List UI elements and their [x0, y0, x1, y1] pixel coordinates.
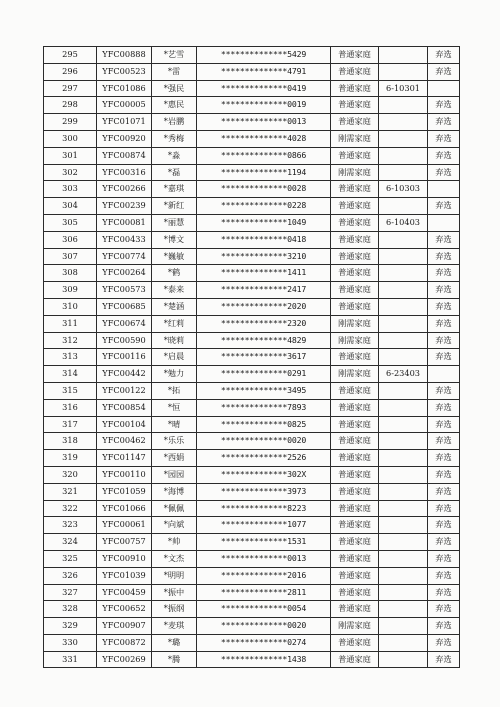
selected-unit-cell: [379, 282, 428, 299]
applicant-name-cell: *麦琪: [152, 618, 197, 635]
applicant-name-cell: *腾: [152, 651, 197, 668]
remark-cell: 弃选: [428, 601, 460, 618]
applicant-name-cell: *惠民: [152, 97, 197, 114]
table-row: [44, 416, 460, 433]
row-number-cell: 295: [44, 47, 97, 64]
applicant-code-cell: YFC00462: [97, 433, 152, 450]
family-type-cell: 刚需家庭: [331, 618, 379, 635]
table-row: [44, 517, 460, 534]
applicant-name-cell: *勉力: [152, 366, 197, 383]
selected-unit-cell: [379, 231, 428, 248]
masked-id-number-cell: **************5429: [197, 47, 331, 64]
selected-unit-cell: [379, 433, 428, 450]
remark-cell: 弃选: [428, 97, 460, 114]
row-number-cell: 307: [44, 248, 97, 265]
applicant-code-cell: YFC00674: [97, 315, 152, 332]
remark-cell: [428, 80, 460, 97]
applicant-name-cell: *强民: [152, 80, 197, 97]
family-type-cell: 普通家庭: [331, 147, 379, 164]
selected-unit-cell: [379, 618, 428, 635]
applicant-name-cell: *楚涵: [152, 298, 197, 315]
row-number-cell: 325: [44, 550, 97, 567]
table-row: [44, 349, 460, 366]
applicant-name-cell: *海博: [152, 483, 197, 500]
applicant-name-cell: *明明: [152, 567, 197, 584]
applicant-name-cell: *恒: [152, 399, 197, 416]
applicant-name-cell: *红莉: [152, 315, 197, 332]
family-type-cell: 普通家庭: [331, 416, 379, 433]
row-number-cell: 323: [44, 517, 97, 534]
applicant-name-cell: *晴: [152, 416, 197, 433]
masked-id-number-cell: **************4028: [197, 130, 331, 147]
family-type-cell: 普通家庭: [331, 63, 379, 80]
table-row: [44, 231, 460, 248]
masked-id-number-cell: **************0866: [197, 147, 331, 164]
row-number-cell: 328: [44, 601, 97, 618]
remark-cell: 弃选: [428, 651, 460, 668]
applicant-code-cell: YFC00081: [97, 214, 152, 231]
row-number-cell: 305: [44, 214, 97, 231]
selected-unit-cell: [379, 315, 428, 332]
applicant-code-cell: YFC00459: [97, 584, 152, 601]
masked-id-number-cell: **************0013: [197, 114, 331, 131]
applicant-code-cell: YFC00269: [97, 651, 152, 668]
applicant-code-cell: YFC00874: [97, 147, 152, 164]
masked-id-number-cell: **************2811: [197, 584, 331, 601]
selected-unit-cell: [379, 332, 428, 349]
remark-cell: 弃选: [428, 265, 460, 282]
row-number-cell: 302: [44, 164, 97, 181]
masked-id-number-cell: **************302X: [197, 466, 331, 483]
applicant-code-cell: YFC01147: [97, 450, 152, 467]
family-type-cell: 普通家庭: [331, 450, 379, 467]
remark-cell: 弃选: [428, 63, 460, 80]
remark-cell: 弃选: [428, 282, 460, 299]
applicant-code-cell: YFC00872: [97, 634, 152, 651]
row-number-cell: 318: [44, 433, 97, 450]
applicant-name-cell: *佩佩: [152, 500, 197, 517]
table-row: [44, 164, 460, 181]
remark-cell: 弃选: [428, 147, 460, 164]
applicant-name-cell: *新红: [152, 198, 197, 215]
selected-unit-cell: [379, 248, 428, 265]
applicant-code-cell: YFC01039: [97, 567, 152, 584]
applicant-code-cell: YFC00442: [97, 366, 152, 383]
applicant-name-cell: *振纲: [152, 601, 197, 618]
applicant-name-cell: *拓: [152, 382, 197, 399]
family-type-cell: 普通家庭: [331, 382, 379, 399]
remark-cell: [428, 366, 460, 383]
table-row: [44, 332, 460, 349]
masked-id-number-cell: **************3617: [197, 349, 331, 366]
row-number-cell: 331: [44, 651, 97, 668]
applicant-code-cell: YFC00907: [97, 618, 152, 635]
row-number-cell: 319: [44, 450, 97, 467]
masked-id-number-cell: **************1438: [197, 651, 331, 668]
selected-unit-cell: [379, 114, 428, 131]
masked-id-number-cell: **************8223: [197, 500, 331, 517]
masked-id-number-cell: **************0228: [197, 198, 331, 215]
selected-unit-cell: [379, 164, 428, 181]
applicant-code-cell: YFC00888: [97, 47, 152, 64]
family-type-cell: 普通家庭: [331, 298, 379, 315]
table-body: [44, 47, 460, 668]
row-number-cell: 308: [44, 265, 97, 282]
masked-id-number-cell: **************0020: [197, 433, 331, 450]
selected-unit-cell: [379, 63, 428, 80]
applicant-name-cell: *雷: [152, 63, 197, 80]
masked-id-number-cell: **************0418: [197, 231, 331, 248]
row-number-cell: 313: [44, 349, 97, 366]
applicant-name-cell: *泰来: [152, 282, 197, 299]
remark-cell: 弃选: [428, 332, 460, 349]
applicant-code-cell: YFC00573: [97, 282, 152, 299]
family-type-cell: 普通家庭: [331, 97, 379, 114]
table-row: [44, 534, 460, 551]
masked-id-number-cell: **************2020: [197, 298, 331, 315]
applicant-code-cell: YFC01059: [97, 483, 152, 500]
remark-cell: 弃选: [428, 315, 460, 332]
table-row: [44, 315, 460, 332]
row-number-cell: 312: [44, 332, 97, 349]
row-number-cell: 321: [44, 483, 97, 500]
applicant-code-cell: YFC00757: [97, 534, 152, 551]
family-type-cell: 刚需家庭: [331, 332, 379, 349]
selected-unit-cell: [379, 517, 428, 534]
table-row: [44, 433, 460, 450]
selected-unit-cell: [379, 47, 428, 64]
masked-id-number-cell: **************0274: [197, 634, 331, 651]
row-number-cell: 316: [44, 399, 97, 416]
applicant-code-cell: YFC01086: [97, 80, 152, 97]
masked-id-number-cell: **************1531: [197, 534, 331, 551]
masked-id-number-cell: **************3973: [197, 483, 331, 500]
table-row: [44, 47, 460, 64]
remark-cell: 弃选: [428, 466, 460, 483]
masked-id-number-cell: **************1194: [197, 164, 331, 181]
row-number-cell: 298: [44, 97, 97, 114]
row-number-cell: 324: [44, 534, 97, 551]
applicant-name-cell: *启晨: [152, 349, 197, 366]
row-number-cell: 330: [44, 634, 97, 651]
table-row: [44, 651, 460, 668]
masked-id-number-cell: **************0054: [197, 601, 331, 618]
remark-cell: [428, 181, 460, 198]
applicant-code-cell: YFC00774: [97, 248, 152, 265]
selected-unit-cell: 6-10303: [379, 181, 428, 198]
row-number-cell: 309: [44, 282, 97, 299]
table-row: [44, 298, 460, 315]
masked-id-number-cell: **************7893: [197, 399, 331, 416]
remark-cell: 弃选: [428, 500, 460, 517]
row-number-cell: 329: [44, 618, 97, 635]
applicant-code-cell: YFC00685: [97, 298, 152, 315]
row-number-cell: 300: [44, 130, 97, 147]
remark-cell: 弃选: [428, 534, 460, 551]
applicant-name-cell: *淼: [152, 147, 197, 164]
family-type-cell: 普通家庭: [331, 181, 379, 198]
table-row: [44, 366, 460, 383]
family-type-cell: 普通家庭: [331, 114, 379, 131]
applicant-code-cell: YFC00116: [97, 349, 152, 366]
selected-unit-cell: 6-10403: [379, 214, 428, 231]
selected-unit-cell: [379, 97, 428, 114]
row-number-cell: 326: [44, 567, 97, 584]
family-type-cell: 普通家庭: [331, 198, 379, 215]
masked-id-number-cell: **************0825: [197, 416, 331, 433]
selected-unit-cell: [379, 399, 428, 416]
masked-id-number-cell: **************4829: [197, 332, 331, 349]
applicant-name-cell: *丽慧: [152, 214, 197, 231]
applicant-code-cell: YFC00104: [97, 416, 152, 433]
applicant-name-cell: *璐: [152, 634, 197, 651]
selected-unit-cell: [379, 483, 428, 500]
family-type-cell: 普通家庭: [331, 500, 379, 517]
selected-unit-cell: [379, 601, 428, 618]
masked-id-number-cell: **************1411: [197, 265, 331, 282]
applicant-name-cell: *晓莉: [152, 332, 197, 349]
selected-unit-cell: [379, 382, 428, 399]
family-type-cell: 普通家庭: [331, 550, 379, 567]
masked-id-number-cell: **************1077: [197, 517, 331, 534]
applicant-name-cell: *西娟: [152, 450, 197, 467]
applicant-code-cell: YFC00005: [97, 97, 152, 114]
applicant-code-cell: YFC00239: [97, 198, 152, 215]
family-type-cell: 刚需家庭: [331, 130, 379, 147]
row-number-cell: 296: [44, 63, 97, 80]
table-row: [44, 97, 460, 114]
applicant-name-cell: *岩鹏: [152, 114, 197, 131]
applicant-name-cell: *园园: [152, 466, 197, 483]
applicant-code-cell: YFC00920: [97, 130, 152, 147]
applicant-code-cell: YFC00266: [97, 181, 152, 198]
masked-id-number-cell: **************2016: [197, 567, 331, 584]
family-type-cell: 普通家庭: [331, 534, 379, 551]
applicant-name-cell: *乐乐: [152, 433, 197, 450]
remark-cell: 弃选: [428, 584, 460, 601]
row-number-cell: 327: [44, 584, 97, 601]
masked-id-number-cell: **************0020: [197, 618, 331, 635]
remark-cell: 弃选: [428, 399, 460, 416]
selected-unit-cell: [379, 500, 428, 517]
family-type-cell: 普通家庭: [331, 265, 379, 282]
selected-unit-cell: [379, 147, 428, 164]
applicant-name-cell: *嘉琪: [152, 181, 197, 198]
selected-unit-cell: [379, 634, 428, 651]
row-number-cell: 306: [44, 231, 97, 248]
family-type-cell: 普通家庭: [331, 651, 379, 668]
table-row: [44, 601, 460, 618]
applicant-code-cell: YFC00652: [97, 601, 152, 618]
table-row: [44, 63, 460, 80]
table-row: [44, 147, 460, 164]
masked-id-number-cell: **************0013: [197, 550, 331, 567]
table-row: [44, 500, 460, 517]
selected-unit-cell: [379, 198, 428, 215]
applicant-code-cell: YFC01066: [97, 500, 152, 517]
masked-id-number-cell: **************0419: [197, 80, 331, 97]
applicant-code-cell: YFC00264: [97, 265, 152, 282]
masked-id-number-cell: **************0028: [197, 181, 331, 198]
remark-cell: 弃选: [428, 416, 460, 433]
applicant-code-cell: YFC00316: [97, 164, 152, 181]
applicant-code-cell: YFC00854: [97, 399, 152, 416]
family-type-cell: 普通家庭: [331, 634, 379, 651]
family-type-cell: 普通家庭: [331, 349, 379, 366]
masked-id-number-cell: **************2526: [197, 450, 331, 467]
table-row: [44, 584, 460, 601]
family-type-cell: 普通家庭: [331, 248, 379, 265]
row-number-cell: 322: [44, 500, 97, 517]
table-row: [44, 634, 460, 651]
row-number-cell: 315: [44, 382, 97, 399]
family-type-cell: 普通家庭: [331, 47, 379, 64]
family-type-cell: 普通家庭: [331, 601, 379, 618]
row-number-cell: 303: [44, 181, 97, 198]
selected-unit-cell: [379, 265, 428, 282]
row-number-cell: 297: [44, 80, 97, 97]
applicant-code-cell: YFC00523: [97, 63, 152, 80]
selected-unit-cell: 6-10301: [379, 80, 428, 97]
table-row: [44, 382, 460, 399]
masked-id-number-cell: **************3210: [197, 248, 331, 265]
applicant-code-cell: YFC00433: [97, 231, 152, 248]
masked-id-number-cell: **************3495: [197, 382, 331, 399]
selected-unit-cell: [379, 349, 428, 366]
table-row: [44, 181, 460, 198]
selected-unit-cell: [379, 584, 428, 601]
applicant-name-cell: *鹤: [152, 265, 197, 282]
remark-cell: 弃选: [428, 450, 460, 467]
applicant-name-cell: *秀梅: [152, 130, 197, 147]
table-row: [44, 265, 460, 282]
selected-unit-cell: 6-23403: [379, 366, 428, 383]
masked-id-number-cell: **************0291: [197, 366, 331, 383]
family-type-cell: 普通家庭: [331, 399, 379, 416]
masked-id-number-cell: **************4791: [197, 63, 331, 80]
selected-unit-cell: [379, 130, 428, 147]
applicant-name-cell: *文杰: [152, 550, 197, 567]
row-number-cell: 311: [44, 315, 97, 332]
row-number-cell: 310: [44, 298, 97, 315]
remark-cell: 弃选: [428, 483, 460, 500]
remark-cell: [428, 214, 460, 231]
applicant-code-cell: YFC00122: [97, 382, 152, 399]
masked-id-number-cell: **************2417: [197, 282, 331, 299]
applicant-name-cell: *向斌: [152, 517, 197, 534]
family-type-cell: 刚需家庭: [331, 366, 379, 383]
remark-cell: 弃选: [428, 114, 460, 131]
remark-cell: 弃选: [428, 47, 460, 64]
allocation-table: [43, 46, 460, 668]
row-number-cell: 314: [44, 366, 97, 383]
table-row: [44, 483, 460, 500]
family-type-cell: 普通家庭: [331, 584, 379, 601]
table-row: [44, 214, 460, 231]
remark-cell: 弃选: [428, 130, 460, 147]
table-row: [44, 80, 460, 97]
row-number-cell: 317: [44, 416, 97, 433]
table-row: [44, 248, 460, 265]
remark-cell: 弃选: [428, 349, 460, 366]
selected-unit-cell: [379, 466, 428, 483]
remark-cell: 弃选: [428, 382, 460, 399]
applicant-name-cell: *博文: [152, 231, 197, 248]
selected-unit-cell: [379, 550, 428, 567]
applicant-code-cell: YFC00061: [97, 517, 152, 534]
remark-cell: 弃选: [428, 231, 460, 248]
row-number-cell: 301: [44, 147, 97, 164]
masked-id-number-cell: **************0019: [197, 97, 331, 114]
family-type-cell: 普通家庭: [331, 466, 379, 483]
remark-cell: 弃选: [428, 248, 460, 265]
applicant-code-cell: YFC00910: [97, 550, 152, 567]
applicant-name-cell: *磊: [152, 164, 197, 181]
table-row: [44, 567, 460, 584]
table-row: [44, 114, 460, 131]
family-type-cell: 刚需家庭: [331, 164, 379, 181]
remark-cell: 弃选: [428, 164, 460, 181]
row-number-cell: 299: [44, 114, 97, 131]
applicant-code-cell: YFC00590: [97, 332, 152, 349]
table-row: [44, 618, 460, 635]
applicant-code-cell: YFC01071: [97, 114, 152, 131]
family-type-cell: 普通家庭: [331, 214, 379, 231]
remark-cell: 弃选: [428, 550, 460, 567]
family-type-cell: 普通家庭: [331, 567, 379, 584]
remark-cell: 弃选: [428, 618, 460, 635]
family-type-cell: 普通家庭: [331, 517, 379, 534]
selected-unit-cell: [379, 534, 428, 551]
row-number-cell: 304: [44, 198, 97, 215]
applicant-name-cell: *艺雪: [152, 47, 197, 64]
applicant-name-cell: *振中: [152, 584, 197, 601]
table-row: [44, 198, 460, 215]
table-row: [44, 450, 460, 467]
remark-cell: 弃选: [428, 433, 460, 450]
remark-cell: 弃选: [428, 517, 460, 534]
table-row: [44, 550, 460, 567]
family-type-cell: 普通家庭: [331, 433, 379, 450]
remark-cell: 弃选: [428, 198, 460, 215]
selected-unit-cell: [379, 416, 428, 433]
masked-id-number-cell: **************1049: [197, 214, 331, 231]
family-type-cell: 刚需家庭: [331, 315, 379, 332]
selected-unit-cell: [379, 567, 428, 584]
family-type-cell: 普通家庭: [331, 231, 379, 248]
remark-cell: 弃选: [428, 634, 460, 651]
table-row: [44, 399, 460, 416]
remark-cell: 弃选: [428, 567, 460, 584]
family-type-cell: 普通家庭: [331, 483, 379, 500]
applicant-code-cell: YFC00110: [97, 466, 152, 483]
table-row: [44, 130, 460, 147]
selected-unit-cell: [379, 298, 428, 315]
applicant-name-cell: *巍敏: [152, 248, 197, 265]
remark-cell: 弃选: [428, 298, 460, 315]
family-type-cell: 普通家庭: [331, 282, 379, 299]
family-type-cell: 普通家庭: [331, 80, 379, 97]
masked-id-number-cell: **************2320: [197, 315, 331, 332]
applicant-name-cell: *帅: [152, 534, 197, 551]
selected-unit-cell: [379, 450, 428, 467]
row-number-cell: 320: [44, 466, 97, 483]
table-row: [44, 282, 460, 299]
selected-unit-cell: [379, 651, 428, 668]
table-row: [44, 466, 460, 483]
